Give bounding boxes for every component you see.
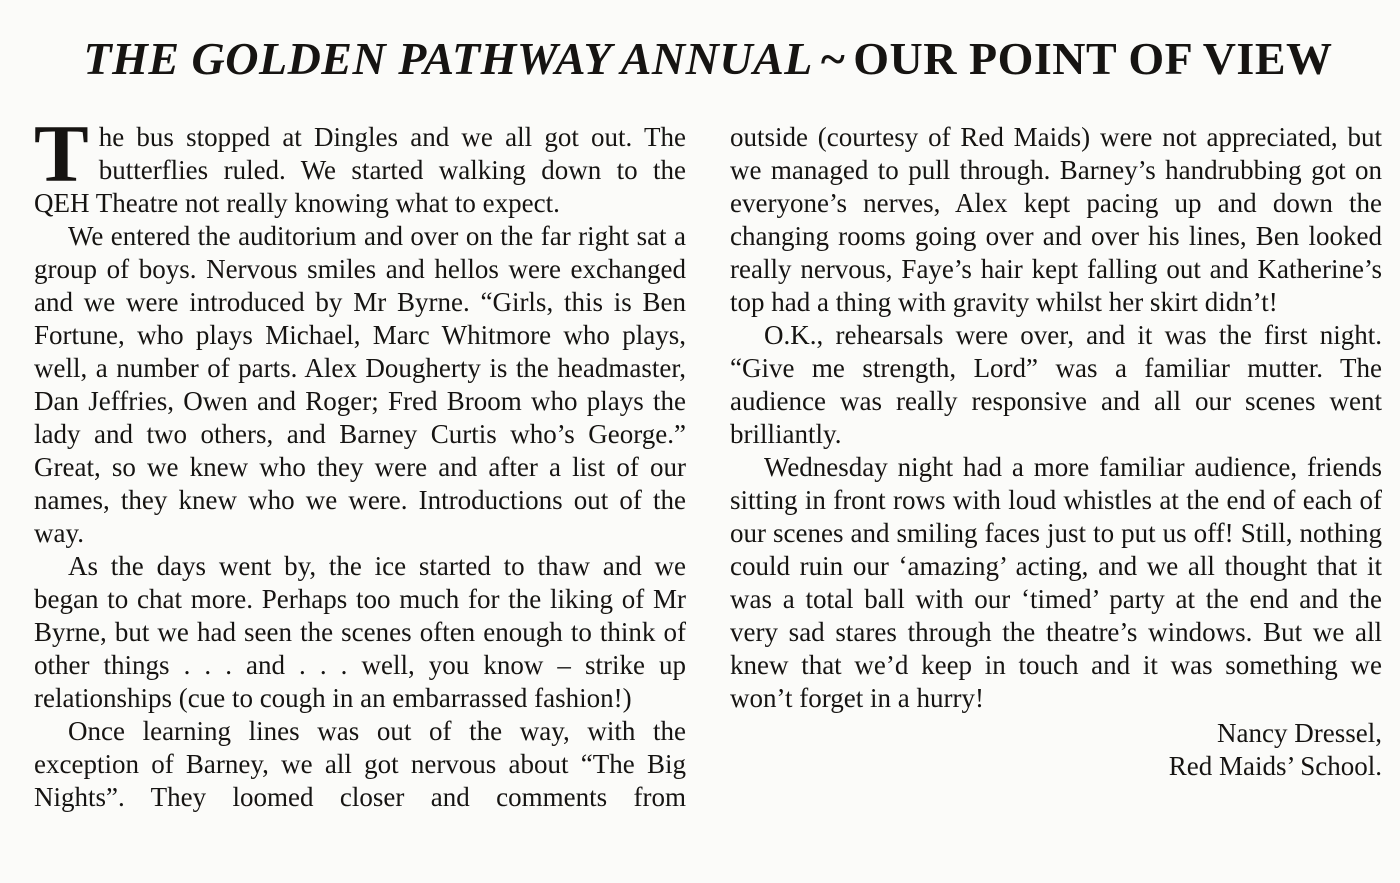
drop-cap: T (34, 108, 89, 199)
left-column (34, 108, 686, 814)
page-title (34, 32, 1382, 85)
signature-school: Red Maids’ School. (1168, 751, 1382, 781)
paragraph-6: O.K., rehearsals were over, and it was the first night. “Give me strength, Lord” was a familiar mutter. The audience was really responsive and all our scenes went brilliantly. (730, 320, 1382, 449)
page-title-italic-part: THE GOLDEN PATHWAY ANNUAL (83, 33, 813, 84)
title-tilde-separator: ~ (820, 33, 846, 84)
paragraph-1-text: he bus stopped at Dingles and we all got out. The butterflies ruled. We started walking down to the QEH Theatre not really knowing what to expect. (34, 122, 686, 218)
two-column-body (34, 108, 1382, 814)
right-column (730, 121, 1382, 814)
paragraph-1 (34, 108, 686, 220)
paragraph-7: Wednesday night had a more familiar audience, friends sitting in front rows with loud whistles at the end of each of our scenes and smiling faces just to put us off! Still, nothing could ruin our ‘amazing’ acting, and we all thought that it was a total ball with our ‘timed’ party at the end and the very sad stares through the theatre’s windows. But we all knew that we’d keep in touch and it was something we won’t forget in a hurry! (730, 452, 1382, 713)
paragraph-2: We entered the auditorium and over on the far right sat a group of boys. Nervous smiles and hellos were exchanged and we were introduced by Mr Byrne. “Girls, this is Ben Fortune, who plays Michael, Marc Whitmore who plays, well, a number of parts. Alex Dougherty is the headmaster, Dan Jeffries, Owen and Roger; Fred Broom who plays the lady and two others, and Barney Curtis who’s George.” Great, so we knew who they were and after a list of our names, they knew who we were. Introductions out of the way. (34, 221, 686, 548)
paragraph-5: outside (courtesy of Red Maids) were not appreciated, but we managed to pull through. Barney’s handrubbing got on everyone’s nerves, Alex kept pacing up and down the changing rooms going over and over his lines, Ben looked really nervous, Faye’s hair kept falling out and Katherine’s top had a thing with gravity whilst her skirt didn’t! (730, 122, 1382, 317)
page-title-plain-part: OUR POINT OF VIEW (853, 33, 1333, 84)
paragraph-3: As the days went by, the ice started to thaw and we began to chat more. Perhaps too much for the liking of Mr Byrne, but we had seen the scenes often enough to think of other things . . . and . . . well, you know – strike up relationships (cue to cough in an embarrassed fashion!) (34, 551, 686, 713)
signature-name: Nancy Dressel, (1217, 718, 1382, 748)
author-signature (730, 717, 1382, 783)
paragraph-4: Once learning lines was out of the way, with the exception of Barney, we all got nervous about “The Big Nights”. They loomed closer and comments from (34, 716, 686, 812)
